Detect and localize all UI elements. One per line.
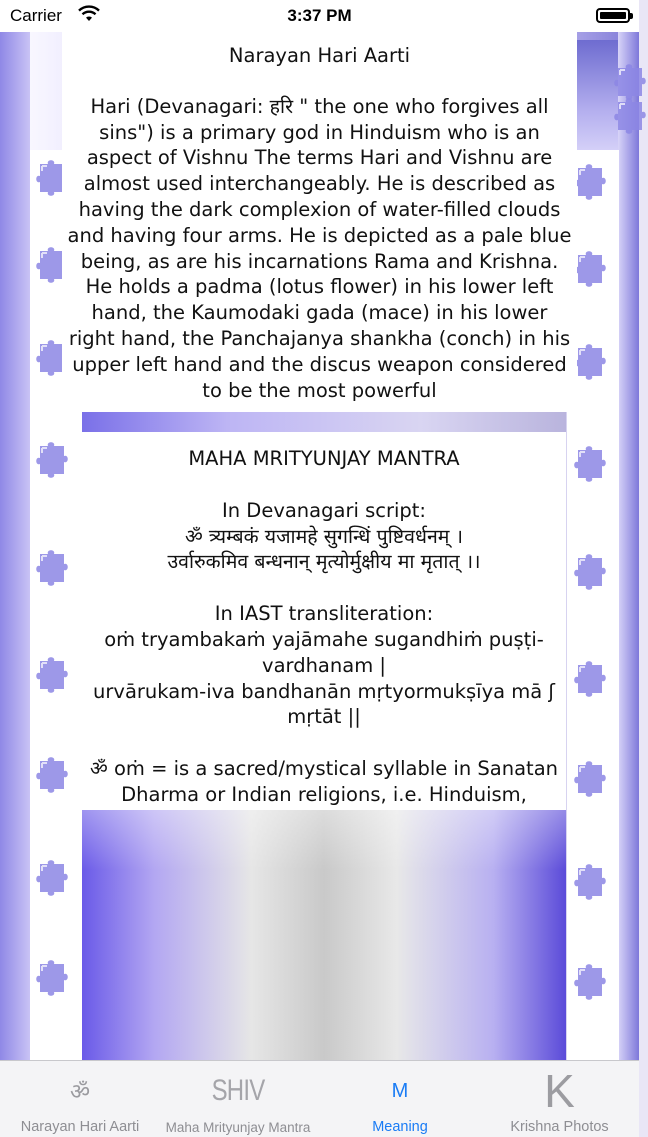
puzzle-piece-icon [34, 440, 70, 480]
puzzle-piece-icon [572, 249, 608, 289]
deity-image [82, 810, 566, 1060]
puzzle-piece-icon [34, 548, 70, 588]
battery-icon [596, 8, 630, 23]
puzzle-piece-icon [34, 858, 70, 898]
puzzle-piece-icon [572, 552, 608, 592]
devanagari-heading: In Devanagari script: [222, 498, 426, 522]
tab-label: Maha Mrityunjay Mantra [165, 1120, 311, 1135]
tab-maha-mrityunjay-mantra[interactable] [158, 1061, 318, 1137]
puzzle-piece-icon [612, 96, 639, 136]
meaning-m-icon: M [391, 1079, 409, 1102]
tab-narayan-hari-aarti[interactable] [0, 1061, 160, 1137]
puzzle-piece-icon [572, 444, 608, 484]
om-icon: ॐ [69, 1080, 91, 1105]
background-edge-right [618, 32, 639, 1060]
aarti-title: Narayan Hari Aarti [228, 44, 411, 67]
krishna-k-icon: K [544, 1065, 575, 1117]
devanagari-line-2: उर्वारुकमिव बन्धनान् मृत्योर्मुक्षीय मा मृतात् ।। [167, 550, 481, 574]
iast-line-1: oṁ tryambakaṁ yajāmahe sugandhiṁ puṣṭi-vardhanam | [104, 627, 544, 677]
tab-krishna-photos[interactable] [480, 1061, 639, 1137]
puzzle-piece-icon [572, 659, 608, 699]
carrier-label: Carrier [10, 6, 62, 25]
tab-label: Meaning [372, 1119, 428, 1135]
puzzle-piece-icon [572, 162, 608, 202]
puzzle-piece-icon [572, 962, 608, 1002]
puzzle-piece-icon [572, 759, 608, 799]
shiv-icon: SHIV [211, 1074, 265, 1107]
status-bar [0, 0, 639, 32]
aarti-text-panel[interactable] [62, 32, 577, 412]
puzzle-piece-icon [572, 862, 608, 902]
puzzle-piece-icon [34, 755, 70, 795]
mantra-title: MAHA MRITYUNJAY MANTRA [188, 447, 460, 470]
tab-label: Narayan Hari Aarti [20, 1119, 140, 1135]
iast-heading: In IAST transliteration: [214, 602, 434, 626]
devanagari-line-1: ॐ त्र्यम्बकं यजामहे सुगन्धिं पुष्टिवर्धनम् । [184, 524, 464, 548]
background-edge-left [0, 32, 30, 1060]
aarti-description: Hari (Devanagari: हरि " the one who forgives all sins") is a primary god in Hinduism who is an aspect of Vishnu The terms Hari and Vishnu are almost used interchangeably. He is described as having the dark complexion of water-filled clouds and having four arms. He is depicted as a pale blue being, as are his incarnations Rama and Krishna. He holds a padma (lotus flower) in his lower left hand, the Kaumodaki gada (mace) in his lower right hand, the Panchajanya shankha (conch) in his upper left hand and the discus weapon considered to be the most powerful [67, 94, 572, 402]
meaning-line: ॐ oṁ = is a sacred/mystical syllable in Sanatan Dharma or Indian religions, i.e. Hinduism, [89, 757, 559, 806]
tab-meaning[interactable] [320, 1061, 480, 1137]
tab-label: Krishna Photos [510, 1119, 609, 1135]
iast-line-2: urvārukam-iva bandhanān mṛtyormukṣīya mā ʃ mṛtāt || [93, 679, 555, 729]
panel-divider [82, 412, 566, 432]
puzzle-piece-icon [34, 655, 70, 695]
clock: 3:37 PM [287, 6, 352, 25]
tab-bar [0, 1060, 639, 1137]
puzzle-piece-icon [572, 342, 608, 382]
puzzle-piece-icon [34, 958, 70, 998]
mantra-text-panel[interactable] [82, 432, 566, 810]
